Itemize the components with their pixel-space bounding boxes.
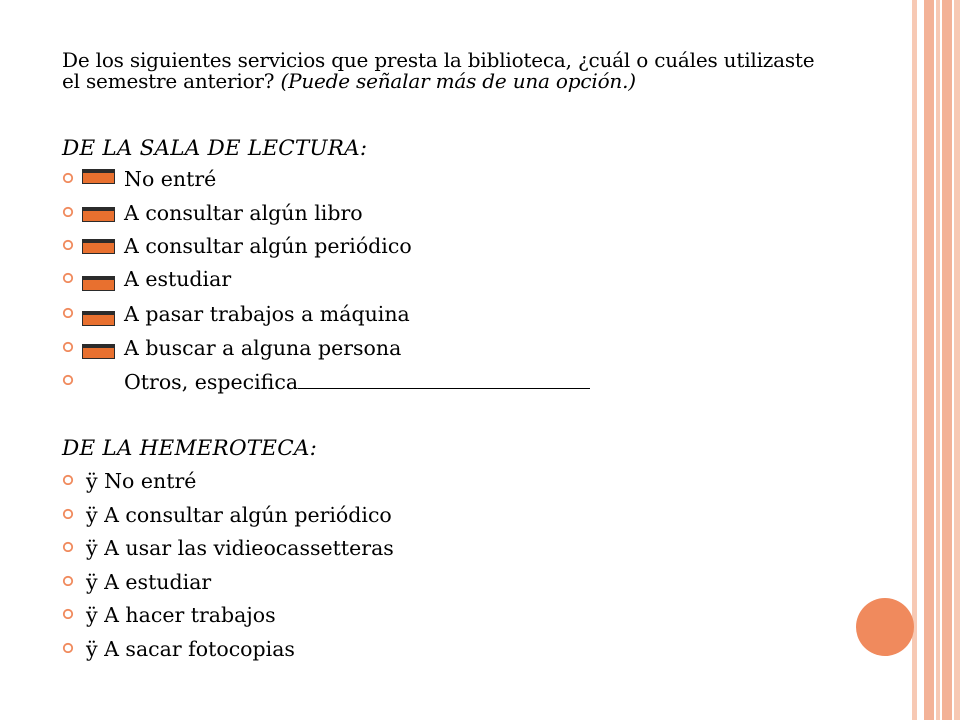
section-heading-hemeroteca: DE LA HEMEROTECA: <box>62 436 318 461</box>
bullet-icon <box>62 169 76 183</box>
bullet-icon <box>62 505 76 519</box>
item-label: A pasar trabajos a máquina <box>124 302 410 326</box>
checkbox[interactable] <box>82 311 115 326</box>
decorative-stripes <box>912 0 960 720</box>
checkbox[interactable] <box>82 239 115 254</box>
bullet-icon <box>62 538 76 552</box>
bullet-icon <box>62 338 76 352</box>
question-note: (Puede señalar más de una opción.) <box>280 69 636 93</box>
stripe <box>942 0 952 720</box>
stripe <box>954 0 960 720</box>
item-label: ÿ A consultar algún periódico <box>86 503 392 527</box>
section-heading-sala: DE LA SALA DE LECTURA: <box>62 136 368 161</box>
bullet-icon <box>62 203 76 217</box>
bullet-icon <box>62 371 76 385</box>
checkbox[interactable] <box>82 169 115 184</box>
item-label: No entré <box>124 167 217 191</box>
specify-blank-line[interactable] <box>298 369 590 389</box>
item-label: ÿ A sacar fotocopias <box>86 637 295 661</box>
bullet-icon <box>62 639 76 653</box>
bullet-icon <box>62 572 76 586</box>
bullet-icon <box>62 471 76 485</box>
bullet-icon <box>62 605 76 619</box>
checkbox[interactable] <box>82 276 115 291</box>
item-label: ÿ A usar las vidieocassetteras <box>86 536 394 560</box>
item-label: ÿ No entré <box>86 469 197 493</box>
bullet-icon <box>62 304 76 318</box>
stripe <box>936 0 940 720</box>
decorative-circle <box>856 598 914 656</box>
bullet-icon <box>62 236 76 250</box>
stripe <box>924 0 934 720</box>
checkbox[interactable] <box>82 344 115 359</box>
item-label: ÿ A estudiar <box>86 570 212 594</box>
question-main: De los siguientes servicios que presta la biblioteca, ¿cuál o cuáles utilizaste el semestre anterior? <box>62 48 815 93</box>
bullet-icon <box>62 269 76 283</box>
item-label-other <box>124 369 590 394</box>
stripe <box>912 0 917 720</box>
other-label: Otros, especifica <box>124 370 299 394</box>
item-label: ÿ A hacer trabajos <box>86 603 276 627</box>
item-label: A buscar a alguna persona <box>124 336 402 360</box>
item-label: A consultar algún periódico <box>124 234 412 258</box>
checkbox[interactable] <box>82 207 115 222</box>
item-label: A estudiar <box>124 267 232 291</box>
item-label: A consultar algún libro <box>124 201 363 225</box>
question-text <box>62 50 837 92</box>
